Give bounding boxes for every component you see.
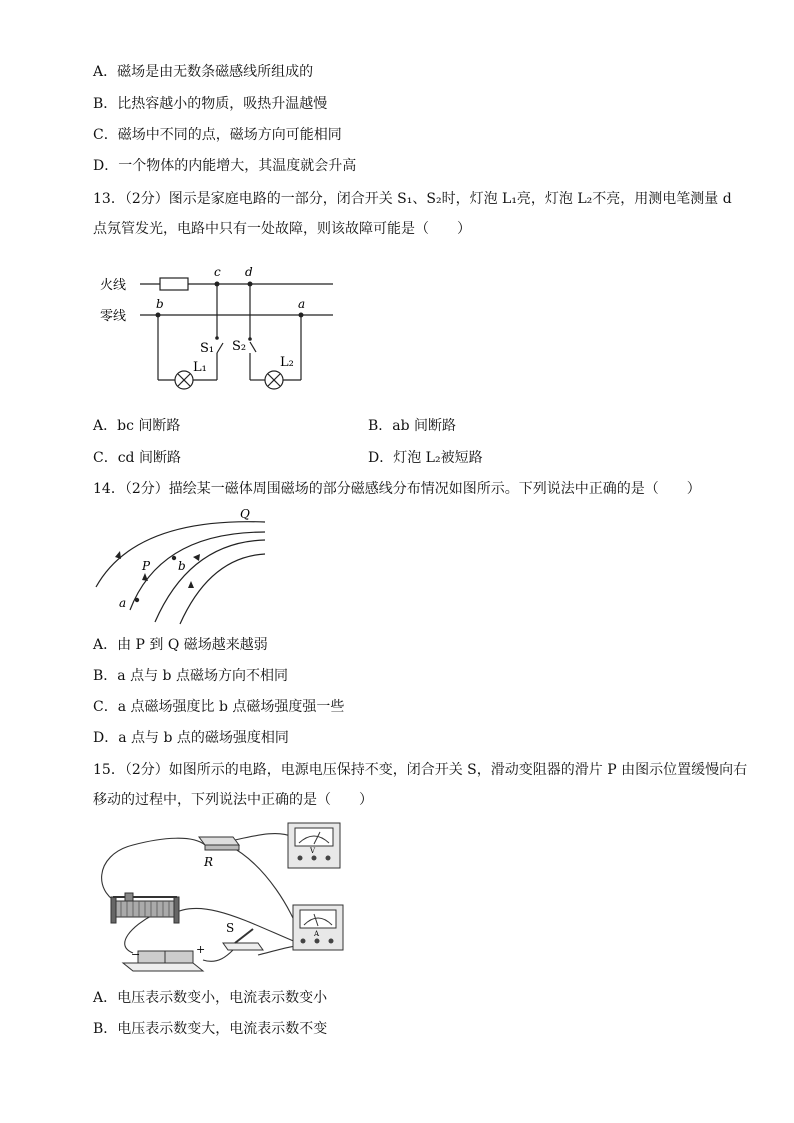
point-b-label: b	[156, 297, 164, 311]
q12-option-b: B．比热容越小的物质，吸热升温越慢	[93, 96, 328, 112]
q12-option-c: C．磁场中不同的点，磁场方向可能相同	[93, 127, 342, 143]
svg-text:A: A	[314, 930, 320, 938]
point-c-label: c	[214, 265, 221, 279]
q13-option-a: A．bc 间断路	[93, 418, 181, 434]
q14-option-d: D．a 点与 b 点的磁场强度相同	[93, 730, 289, 746]
svg-text:V: V	[310, 847, 316, 855]
q13-stem-line1: 13．（2分）图示是家庭电路的一部分，闭合开关 S₁、S₂时，灯泡 L₁亮，灯泡 L₂不亮，用测电笔测量 d	[93, 191, 732, 207]
q14-option-b: B．a 点与 b 点磁场方向不相同	[93, 668, 288, 684]
q12-option-d: D．一个物体的内能增大，其温度就会升高	[93, 158, 357, 174]
field-point-b-label: b	[178, 559, 186, 573]
point-a-label: a	[298, 297, 306, 311]
ammeter-icon	[293, 905, 343, 950]
field-point-a-label: a	[119, 596, 127, 610]
q13-option-c: C．cd 间断路	[93, 450, 181, 466]
q15-option-b: B．电压表示数变大，电流表示数不变	[93, 1021, 328, 1037]
field-point-p-label: P	[142, 559, 151, 573]
q15-circuit-photo	[93, 815, 348, 980]
q13-option-b: B．ab 间断路	[368, 418, 457, 434]
q15-option-a: A．电压表示数变小，电流表示数变小	[93, 990, 328, 1006]
q15-stem-line2: 移动的过程中，下列说法中正确的是（ ）	[93, 792, 373, 808]
point-d-label: d	[245, 265, 253, 279]
resistor-r-label: R	[204, 855, 214, 869]
q13-circuit-diagram	[95, 258, 345, 398]
q15-stem-line1: 15．（2分）如图所示的电路，电源电压保持不变，闭合开关 S，滑动变阻器的滑片 P 由图示位置缓慢向右	[93, 762, 748, 778]
live-wire-label: 火线	[100, 278, 127, 293]
switch-s2-label: S₂	[232, 339, 247, 354]
voltmeter-icon	[288, 823, 340, 868]
q14-option-a: A．由 P 到 Q 磁场越来越弱	[93, 637, 268, 653]
q12-option-a: A．磁场是由无数条磁感线所组成的	[93, 64, 314, 80]
lamp-l2-label: L₂	[280, 355, 294, 370]
resistor-icon	[199, 837, 239, 850]
rheostat-icon	[111, 893, 179, 923]
q14-option-c: C．a 点磁场强度比 b 点磁场强度强一些	[93, 699, 345, 715]
battery-minus-label: −	[131, 948, 141, 961]
lamp-l1-label: L₁	[193, 360, 207, 375]
q14-field-lines-diagram	[90, 502, 280, 627]
q14-stem: 14．（2分）描绘某一磁体周围磁场的部分磁感线分布情况如图所示。下列说法中正确的是（ ）	[93, 481, 701, 497]
q13-option-d: D．灯泡 L₂被短路	[368, 450, 483, 466]
switch-s-label: S	[226, 921, 235, 935]
q13-stem-line2: 点氖管发光，电路中只有一处故障，则该故障可能是（ ）	[93, 221, 471, 237]
switch-s1-label: S₁	[200, 341, 215, 356]
field-point-q-label: Q	[240, 507, 250, 521]
neutral-wire-label: 零线	[100, 309, 127, 324]
battery-plus-label: +	[196, 943, 206, 956]
